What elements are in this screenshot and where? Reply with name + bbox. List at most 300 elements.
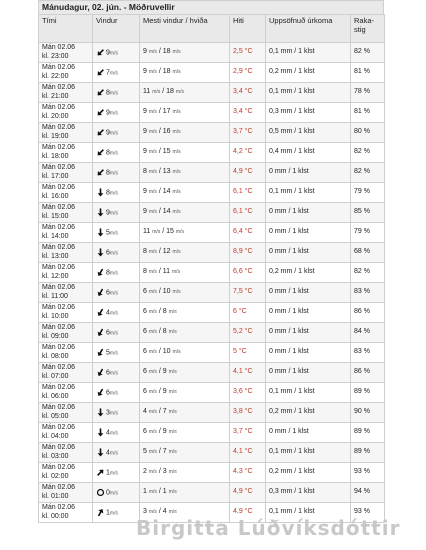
precipitation-cell: 0,1 mm / 1 klst (266, 183, 351, 203)
row-date: Mán 02.06 (42, 44, 76, 51)
max-wind: 9 (143, 148, 147, 156)
wind-cell (93, 363, 140, 383)
temperature-cell: 8,9 °C (230, 243, 266, 263)
max-wind-unit: m/s (148, 149, 157, 156)
wind-cell (93, 263, 140, 283)
table-row (39, 483, 385, 503)
max-wind-unit: m/s (148, 449, 157, 456)
separator: / (158, 188, 161, 196)
wind-cell (93, 403, 140, 423)
temperature-cell: 4,1 °C (230, 363, 266, 383)
precipitation-cell: 0 mm / 1 klst (266, 423, 351, 443)
table-row (39, 263, 385, 283)
max-wind-cell (140, 43, 230, 63)
calm-icon (96, 488, 105, 497)
gust-unit: m/s (168, 329, 177, 336)
time-cell (39, 463, 93, 483)
table-row (39, 383, 385, 403)
humidity-cell: 89 % (351, 423, 385, 443)
row-date: Mán 02.06 (42, 484, 76, 491)
column-header-precipitation[interactable]: Uppsöfnuð úrkoma (266, 15, 351, 43)
wind-cell (93, 383, 140, 403)
humidity-cell: 83 % (351, 283, 385, 303)
time-cell (39, 383, 93, 403)
wind-unit: m/s (109, 309, 118, 316)
gust-unit: m/s (172, 249, 181, 256)
table-row (39, 443, 385, 463)
row-time: kl. 14:00 (42, 232, 69, 240)
row-date: Mán 02.06 (42, 304, 76, 311)
row-date: Mán 02.06 (42, 84, 76, 91)
wind-cell (93, 423, 140, 443)
wind-speed: 1 (106, 468, 110, 476)
max-wind: 5 (143, 448, 147, 456)
separator: / (158, 68, 161, 76)
gust-unit: m/s (168, 369, 177, 376)
temperature-cell: 3,4 °C (230, 83, 266, 103)
row-date: Mán 02.06 (42, 324, 76, 331)
gust: 18 (166, 88, 174, 96)
max-wind-unit: m/s (148, 329, 157, 336)
time-cell (39, 123, 93, 143)
gust: 14 (162, 188, 171, 196)
humidity-cell: 93 % (351, 503, 385, 523)
wind-direction-arrow-icon (96, 168, 105, 177)
max-wind-unit: m/s (148, 489, 157, 496)
wind-cell (93, 203, 140, 223)
gust: 16 (162, 128, 171, 136)
time-cell (39, 203, 93, 223)
wind-speed: 9 (106, 128, 110, 136)
max-wind: 6 (143, 348, 147, 356)
max-wind-unit: m/s (148, 169, 157, 176)
wind-cell (93, 123, 140, 143)
row-date: Mán 02.06 (42, 464, 76, 471)
wind-direction-arrow-icon (96, 408, 105, 417)
max-wind-unit: m/s (148, 429, 157, 436)
column-header-max-wind[interactable]: Mesti vindur / hviða (140, 15, 230, 43)
max-wind: 6 (143, 388, 147, 396)
temperature-cell: 6,4 °C (230, 223, 266, 243)
wind-direction-arrow-icon (96, 128, 105, 137)
wind-speed: 6 (106, 328, 110, 336)
max-wind-cell (140, 303, 230, 323)
wind-cell (93, 243, 140, 263)
table-row (39, 83, 385, 103)
wind-speed: 6 (106, 388, 110, 396)
row-time: kl. 07:00 (42, 372, 69, 380)
separator: / (158, 48, 161, 56)
time-cell (39, 263, 93, 283)
precipitation-cell: 0 mm / 1 klst (266, 243, 351, 263)
row-time: kl. 23:00 (42, 52, 69, 60)
max-wind-unit: m/s (148, 289, 157, 296)
gust-unit: m/s (168, 309, 177, 316)
wind-speed: 8 (106, 148, 110, 156)
wind-speed: 9 (106, 108, 110, 116)
table-row (39, 43, 385, 63)
wind-direction-arrow-icon (96, 308, 105, 317)
max-wind: 9 (143, 68, 147, 76)
temperature-cell: 6,1 °C (230, 183, 266, 203)
time-cell (39, 323, 93, 343)
gust-unit: m/s (168, 429, 177, 436)
wind-unit: m/s (109, 69, 118, 76)
wind-unit: m/s (109, 189, 118, 196)
wind-speed: 8 (106, 268, 110, 276)
wind-unit: m/s (109, 229, 118, 236)
wind-cell (93, 163, 140, 183)
wind-cell (93, 323, 140, 343)
max-wind: 8 (143, 248, 147, 256)
gust: 3 (162, 468, 167, 476)
wind-unit: m/s (109, 369, 118, 376)
separator: / (158, 468, 161, 476)
separator: / (158, 128, 161, 136)
wind-unit: m/s (109, 489, 118, 496)
time-cell (39, 223, 93, 243)
humidity-cell: 86 % (351, 303, 385, 323)
max-wind: 6 (143, 368, 147, 376)
max-wind-cell (140, 163, 230, 183)
wind-unit: m/s (109, 169, 118, 176)
row-time: kl. 13:00 (42, 252, 69, 260)
max-wind-cell (140, 483, 230, 503)
wind-cell (93, 343, 140, 363)
wind-speed: 9 (106, 208, 110, 216)
humidity-cell: 84 % (351, 323, 385, 343)
wind-direction-arrow-icon (96, 48, 105, 57)
separator: / (158, 388, 161, 396)
gust-unit: m/s (175, 89, 184, 96)
time-cell (39, 403, 93, 423)
wind-cell (93, 183, 140, 203)
table-row (39, 103, 385, 123)
wind-unit: m/s (109, 49, 118, 56)
wind-direction-arrow-icon (96, 348, 105, 357)
wind-speed: 3 (106, 408, 110, 416)
gust: 12 (162, 248, 171, 256)
temperature-cell: 5 °C (230, 343, 266, 363)
wind-direction-arrow-icon (96, 68, 105, 77)
wind-speed: 6 (106, 248, 110, 256)
gust-unit: m/s (168, 469, 177, 476)
wind-unit: m/s (109, 329, 118, 336)
gust-unit: m/s (168, 509, 177, 516)
row-date: Mán 02.06 (42, 144, 76, 151)
table-row (39, 63, 385, 83)
column-header-time[interactable]: Tími (39, 15, 93, 43)
max-wind-unit: m/s (148, 69, 157, 76)
humidity-cell: 82 % (351, 143, 385, 163)
temperature-cell: 3,6 °C (230, 383, 266, 403)
humidity-cell: 86 % (351, 363, 385, 383)
precipitation-cell: 0 mm / 1 klst (266, 203, 351, 223)
wind-unit: m/s (109, 149, 118, 156)
row-time: kl. 15:00 (42, 212, 69, 220)
wind-direction-arrow-icon (96, 328, 105, 337)
time-cell (39, 183, 93, 203)
separator: / (158, 328, 161, 336)
row-time: kl. 17:00 (42, 172, 69, 180)
gust: 11 (162, 268, 171, 276)
max-wind-cell (140, 203, 230, 223)
table-row (39, 123, 385, 143)
max-wind-unit: m/s (148, 129, 157, 136)
temperature-cell: 6,6 °C (230, 263, 266, 283)
gust: 18 (162, 68, 171, 76)
wind-speed: 8 (106, 88, 110, 96)
row-time: kl. 20:00 (42, 112, 69, 120)
time-cell (39, 83, 93, 103)
row-time: kl. 19:00 (42, 132, 69, 140)
gust: 9 (162, 368, 167, 376)
wind-cell (93, 283, 140, 303)
separator: / (158, 168, 161, 176)
wind-speed: 7 (106, 68, 110, 76)
table-row (39, 183, 385, 203)
row-time: kl. 11:00 (42, 292, 68, 300)
gust-unit: m/s (168, 489, 177, 496)
max-wind-unit: m/s (148, 209, 157, 216)
precipitation-cell: 0,2 mm / 1 klst (266, 263, 351, 283)
max-wind-cell (140, 83, 230, 103)
gust-unit: m/s (168, 409, 177, 416)
row-time: kl. 05:00 (42, 412, 69, 420)
wind-speed: 8 (106, 168, 110, 176)
max-wind: 11 (143, 88, 151, 96)
max-wind: 9 (143, 208, 147, 216)
row-date: Mán 02.06 (42, 204, 76, 211)
max-wind-cell (140, 123, 230, 143)
gust: 13 (162, 168, 171, 176)
humidity-cell: 80 % (351, 123, 385, 143)
row-date: Mán 02.06 (42, 404, 76, 411)
table-row (39, 143, 385, 163)
wind-speed: 6 (106, 288, 110, 296)
weather-observations-table (38, 14, 385, 523)
wind-unit: m/s (109, 109, 118, 116)
row-date: Mán 02.06 (42, 244, 76, 251)
separator: / (162, 88, 165, 96)
max-wind: 9 (143, 128, 147, 136)
wind-direction-arrow-icon (96, 148, 105, 157)
table-row (39, 283, 385, 303)
row-date: Mán 02.06 (42, 124, 76, 131)
table-row (39, 403, 385, 423)
gust-unit: m/s (172, 109, 181, 116)
row-time: kl. 03:00 (42, 452, 69, 460)
wind-cell (93, 63, 140, 83)
wind-unit: m/s (109, 249, 118, 256)
precipitation-cell: 0,1 mm / 1 klst (266, 443, 351, 463)
precipitation-cell: 0,2 mm / 1 klst (266, 463, 351, 483)
max-wind-cell (140, 323, 230, 343)
gust-unit: m/s (172, 149, 181, 156)
temperature-cell: 6 °C (230, 303, 266, 323)
separator: / (158, 308, 161, 316)
precipitation-cell: 0,2 mm / 1 klst (266, 63, 351, 83)
humidity-cell: 82 % (351, 163, 385, 183)
wind-direction-arrow-icon (96, 108, 105, 117)
max-wind: 6 (143, 328, 147, 336)
max-wind-unit: m/s (148, 349, 157, 356)
time-cell (39, 43, 93, 63)
humidity-cell: 89 % (351, 443, 385, 463)
gust-unit: m/s (175, 229, 184, 236)
time-cell (39, 163, 93, 183)
max-wind: 6 (143, 428, 147, 436)
max-wind-unit: m/s (148, 509, 157, 516)
row-date: Mán 02.06 (42, 164, 76, 171)
table-row (39, 223, 385, 243)
temperature-cell: 3,8 °C (230, 403, 266, 423)
time-cell (39, 423, 93, 443)
gust-unit: m/s (172, 289, 181, 296)
max-wind: 11 (143, 228, 151, 236)
gust-unit: m/s (168, 389, 177, 396)
row-time: kl. 00:00 (42, 512, 69, 520)
gust-unit: m/s (172, 189, 181, 196)
max-wind-cell (140, 143, 230, 163)
row-time: kl. 04:00 (42, 432, 69, 440)
row-date: Mán 02.06 (42, 64, 76, 71)
row-date: Mán 02.06 (42, 104, 76, 111)
wind-speed: 1 (106, 508, 110, 516)
gust: 8 (162, 328, 167, 336)
wind-speed: 6 (106, 368, 110, 376)
column-header-wind[interactable]: Vindur (93, 15, 140, 43)
row-date: Mán 02.06 (42, 364, 76, 371)
time-cell (39, 443, 93, 463)
max-wind-cell (140, 223, 230, 243)
humidity-cell: 89 % (351, 383, 385, 403)
row-date: Mán 02.06 (42, 384, 76, 391)
table-row (39, 303, 385, 323)
column-header-humidity[interactable]: Raka-stig (351, 15, 385, 43)
separator: / (158, 428, 161, 436)
gust: 8 (162, 308, 167, 316)
max-wind: 9 (143, 108, 147, 116)
max-wind: 4 (143, 408, 147, 416)
wind-cell (93, 483, 140, 503)
row-date: Mán 02.06 (42, 284, 76, 291)
max-wind-cell (140, 463, 230, 483)
row-time: kl. 21:00 (42, 92, 69, 100)
precipitation-cell: 0 mm / 1 klst (266, 163, 351, 183)
separator: / (158, 208, 161, 216)
gust: 15 (166, 228, 174, 236)
row-date: Mán 02.06 (42, 344, 76, 351)
max-wind: 9 (143, 48, 147, 56)
max-wind: 2 (143, 468, 147, 476)
gust: 14 (162, 208, 171, 216)
max-wind-unit: m/s (148, 369, 157, 376)
row-date: Mán 02.06 (42, 264, 76, 271)
precipitation-cell: 0,1 mm / 1 klst (266, 83, 351, 103)
gust-unit: m/s (172, 69, 181, 76)
table-row (39, 423, 385, 443)
time-cell (39, 363, 93, 383)
humidity-cell: 79 % (351, 223, 385, 243)
max-wind: 6 (143, 308, 147, 316)
separator: / (162, 228, 165, 236)
wind-cell (93, 463, 140, 483)
gust: 9 (162, 428, 167, 436)
separator: / (158, 108, 161, 116)
humidity-cell: 68 % (351, 243, 385, 263)
table-row (39, 363, 385, 383)
table-header-row (39, 15, 385, 43)
row-time: kl. 22:00 (42, 72, 69, 80)
time-cell (39, 483, 93, 503)
gust-unit: m/s (172, 349, 181, 356)
wind-speed: 5 (106, 348, 110, 356)
gust: 4 (162, 508, 167, 516)
watermark: Birgitta Lúðvíksdóttir (136, 516, 401, 540)
row-time: kl. 18:00 (42, 152, 69, 160)
wind-cell (93, 83, 140, 103)
temperature-cell: 4,9 °C (230, 503, 266, 523)
wind-unit: m/s (109, 449, 118, 456)
max-wind-unit: m/s (152, 89, 161, 96)
time-cell (39, 283, 93, 303)
wind-unit: m/s (109, 289, 118, 296)
humidity-cell: 94 % (351, 483, 385, 503)
temperature-cell: 4,9 °C (230, 483, 266, 503)
gust: 10 (162, 348, 171, 356)
wind-direction-arrow-icon (96, 468, 105, 477)
time-cell (39, 343, 93, 363)
separator: / (158, 348, 161, 356)
temperature-cell: 3,7 °C (230, 423, 266, 443)
row-date: Mán 02.06 (42, 504, 76, 511)
max-wind-cell (140, 443, 230, 463)
row-time: kl. 12:00 (42, 272, 69, 280)
gust: 18 (162, 48, 171, 56)
separator: / (158, 448, 161, 456)
max-wind-cell (140, 403, 230, 423)
time-cell (39, 503, 93, 523)
max-wind-unit: m/s (148, 469, 157, 476)
wind-direction-arrow-icon (96, 368, 105, 377)
column-header-temperature[interactable]: Hiti (230, 15, 266, 43)
gust-unit: m/s (172, 49, 181, 56)
wind-direction-arrow-icon (96, 448, 105, 457)
humidity-cell: 83 % (351, 343, 385, 363)
temperature-cell: 6,1 °C (230, 203, 266, 223)
wind-cell (93, 43, 140, 63)
wind-direction-arrow-icon (96, 188, 105, 197)
max-wind-cell (140, 283, 230, 303)
max-wind-unit: m/s (148, 269, 157, 276)
max-wind-cell (140, 183, 230, 203)
wind-unit: m/s (109, 129, 118, 136)
gust: 10 (162, 288, 171, 296)
time-cell (39, 63, 93, 83)
wind-speed: 9 (106, 48, 110, 56)
separator: / (158, 368, 161, 376)
wind-speed: 8 (106, 188, 110, 196)
max-wind-cell (140, 103, 230, 123)
wind-unit: m/s (109, 469, 118, 476)
table-row (39, 463, 385, 483)
wind-direction-arrow-icon (96, 288, 105, 297)
wind-unit: m/s (109, 429, 118, 436)
row-date: Mán 02.06 (42, 184, 76, 191)
temperature-cell: 4,3 °C (230, 463, 266, 483)
gust-unit: m/s (168, 449, 177, 456)
